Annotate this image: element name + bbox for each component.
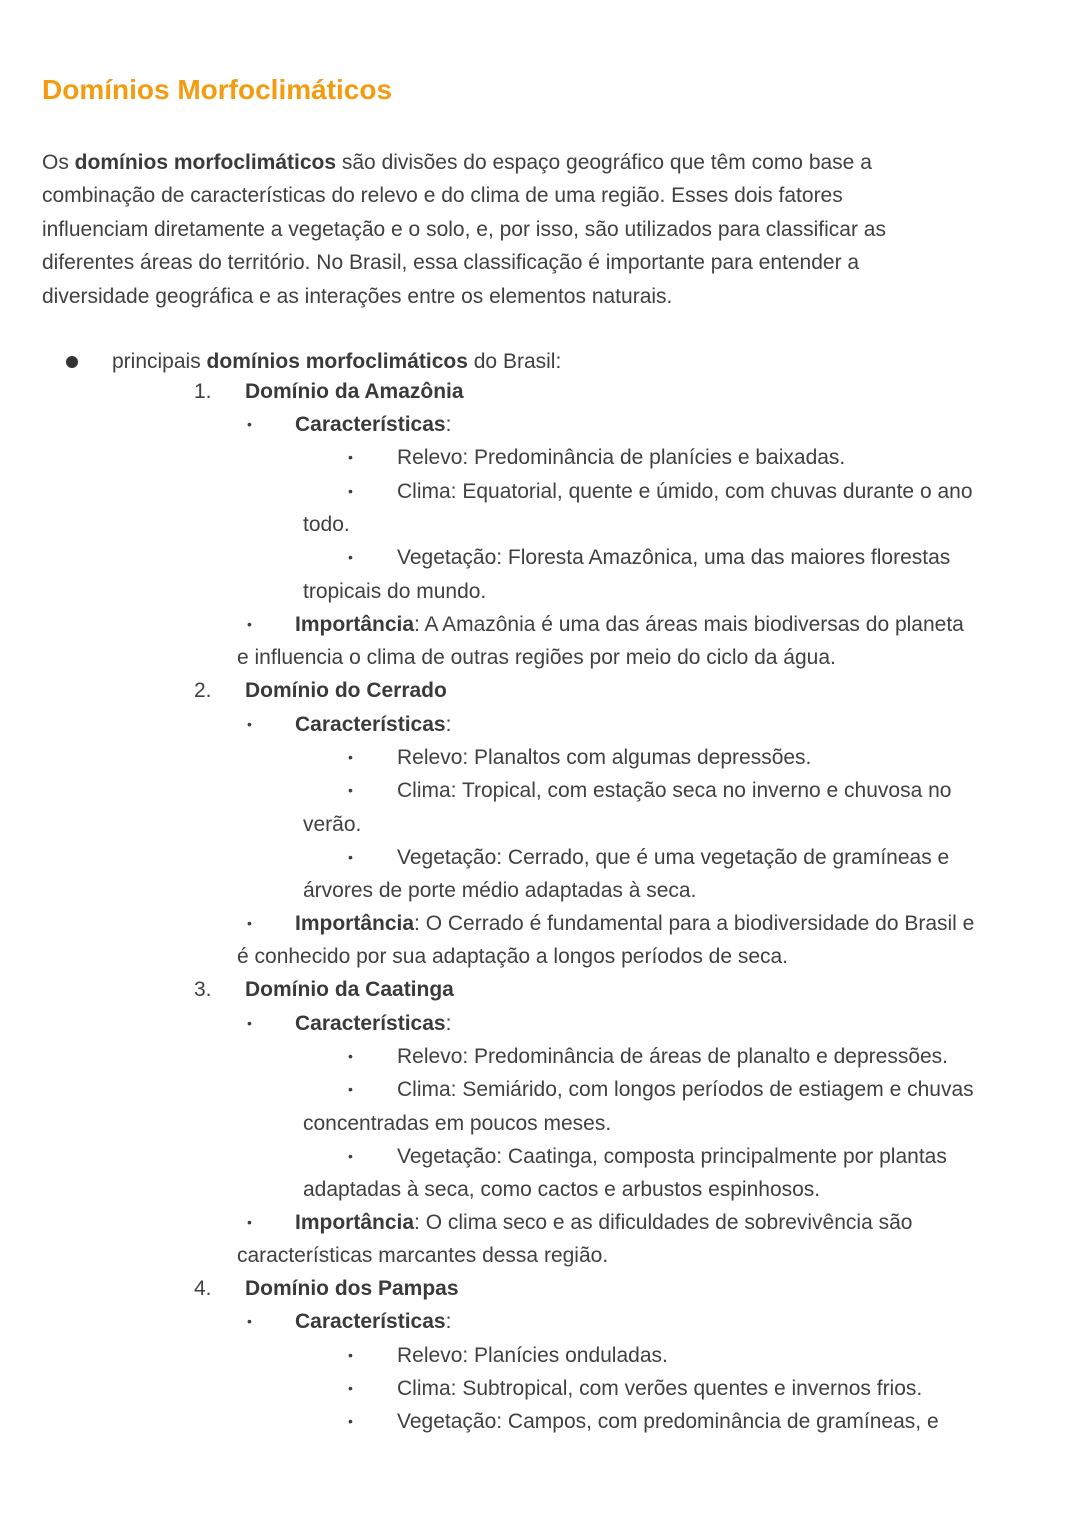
clima-item: Clima: Tropical, com estação seca no inverno e chuvosa no: [397, 779, 952, 802]
characteristics-label: Características:: [295, 1310, 452, 1333]
bullet-icon: •: [247, 1313, 252, 1329]
list-bullet-icon: [66, 356, 78, 368]
bullet-icon: •: [348, 1413, 353, 1429]
relevo-item: Relevo: Predominância de áreas de planalto e depressões.: [397, 1045, 949, 1068]
vegetacao-item-cont: adaptadas à seca, como cactos e arbustos espinhosos.: [303, 1178, 821, 1201]
importance-item: Importância: A Amazônia é uma das áreas mais biodiversas do planeta: [295, 613, 964, 636]
list-intro: principais domínios morfoclimáticos do Brasil:: [112, 350, 562, 373]
vegetacao-item: Vegetação: Cerrado, que é uma vegetação de gramíneas e: [397, 846, 950, 869]
domain-number: 2.: [194, 679, 212, 702]
vegetacao-item-cont: árvores de porte médio adaptadas à seca.: [303, 879, 697, 902]
bullet-icon: •: [247, 616, 252, 632]
intro-paragraph: [42, 146, 1042, 313]
clima-item-cont: todo.: [303, 513, 350, 536]
vegetacao-item: Vegetação: Caatinga, composta principalmente por plantas: [397, 1145, 947, 1168]
vegetacao-item-cont: tropicais do mundo.: [303, 580, 487, 603]
bullet-icon: •: [348, 782, 353, 798]
intro-bold-term: domínios morfoclimáticos: [74, 151, 337, 174]
intro-line-3: influenciam diretamente a vegetação e o solo, e, por isso, são utilizados para classificar as: [42, 217, 886, 241]
bullet-icon: •: [348, 483, 353, 499]
bullet-icon: •: [348, 1081, 353, 1097]
page-title: Domínios Morfoclimáticos: [42, 74, 393, 105]
intro-line-5: diversidade geográfica e as interações entre os elementos naturais.: [42, 284, 673, 308]
bullet-icon: •: [247, 1015, 252, 1031]
intro-line-2: combinação de características do relevo e do clima de uma região. Esses dois fatores: [42, 184, 843, 208]
domain-number: 3.: [194, 978, 212, 1001]
characteristics-label: Características:: [295, 713, 452, 736]
bullet-icon: •: [348, 1380, 353, 1396]
characteristics-label: Características:: [295, 1012, 452, 1035]
importance-item-cont: e influencia o clima de outras regiões por meio do ciclo da água.: [237, 646, 836, 669]
intro-line-1: Os domínios morfoclimáticos são divisões do espaço geográfico que têm como base a: [42, 151, 872, 174]
bullet-icon: •: [348, 1148, 353, 1164]
clima-item-cont: concentradas em poucos meses.: [303, 1112, 612, 1135]
bullet-icon: •: [247, 915, 252, 931]
domain-heading: Domínio do Cerrado: [245, 679, 447, 702]
bullet-icon: •: [348, 849, 353, 865]
domain-heading: Domínio dos Pampas: [245, 1277, 459, 1300]
domain-heading: Domínio da Amazônia: [245, 380, 464, 403]
bullet-icon: •: [247, 1214, 252, 1230]
clima-item: Clima: Subtropical, com verões quentes e invernos frios.: [397, 1377, 923, 1400]
bullet-icon: •: [348, 1048, 353, 1064]
clima-item-cont: verão.: [303, 813, 362, 836]
importance-item: Importância: O clima seco e as dificuldades de sobrevivência são: [295, 1211, 913, 1234]
vegetacao-item: Vegetação: Floresta Amazônica, uma das maiores florestas: [397, 546, 951, 569]
importance-item: Importância: O Cerrado é fundamental para a biodiversidade do Brasil e: [295, 912, 975, 935]
domain-number: 4.: [194, 1277, 212, 1300]
importance-item-cont: é conhecido por sua adaptação a longos períodos de seca.: [237, 945, 789, 968]
bullet-icon: •: [247, 716, 252, 732]
bullet-icon: •: [348, 749, 353, 765]
vegetacao-item: Vegetação: Campos, com predominância de gramíneas, e: [397, 1410, 939, 1433]
clima-item: Clima: Semiárido, com longos períodos de estiagem e chuvas: [397, 1078, 974, 1101]
intro-line-4: diferentes áreas do território. No Brasil, essa classificação é importante para entender a: [42, 251, 860, 275]
bullet-icon: •: [348, 449, 353, 465]
importance-item-cont: características marcantes dessa região.: [237, 1244, 609, 1267]
domain-heading: Domínio da Caatinga: [245, 978, 454, 1001]
relevo-item: Relevo: Predominância de planícies e baixadas.: [397, 446, 846, 469]
characteristics-label: Características:: [295, 413, 452, 436]
bullet-icon: •: [348, 549, 353, 565]
bullet-icon: •: [247, 416, 252, 432]
clima-item: Clima: Equatorial, quente e úmido, com chuvas durante o ano: [397, 480, 973, 503]
domain-number: 1.: [194, 380, 212, 403]
bullet-icon: •: [348, 1347, 353, 1363]
relevo-item: Relevo: Planaltos com algumas depressões.: [397, 746, 812, 769]
relevo-item: Relevo: Planícies onduladas.: [397, 1344, 668, 1367]
